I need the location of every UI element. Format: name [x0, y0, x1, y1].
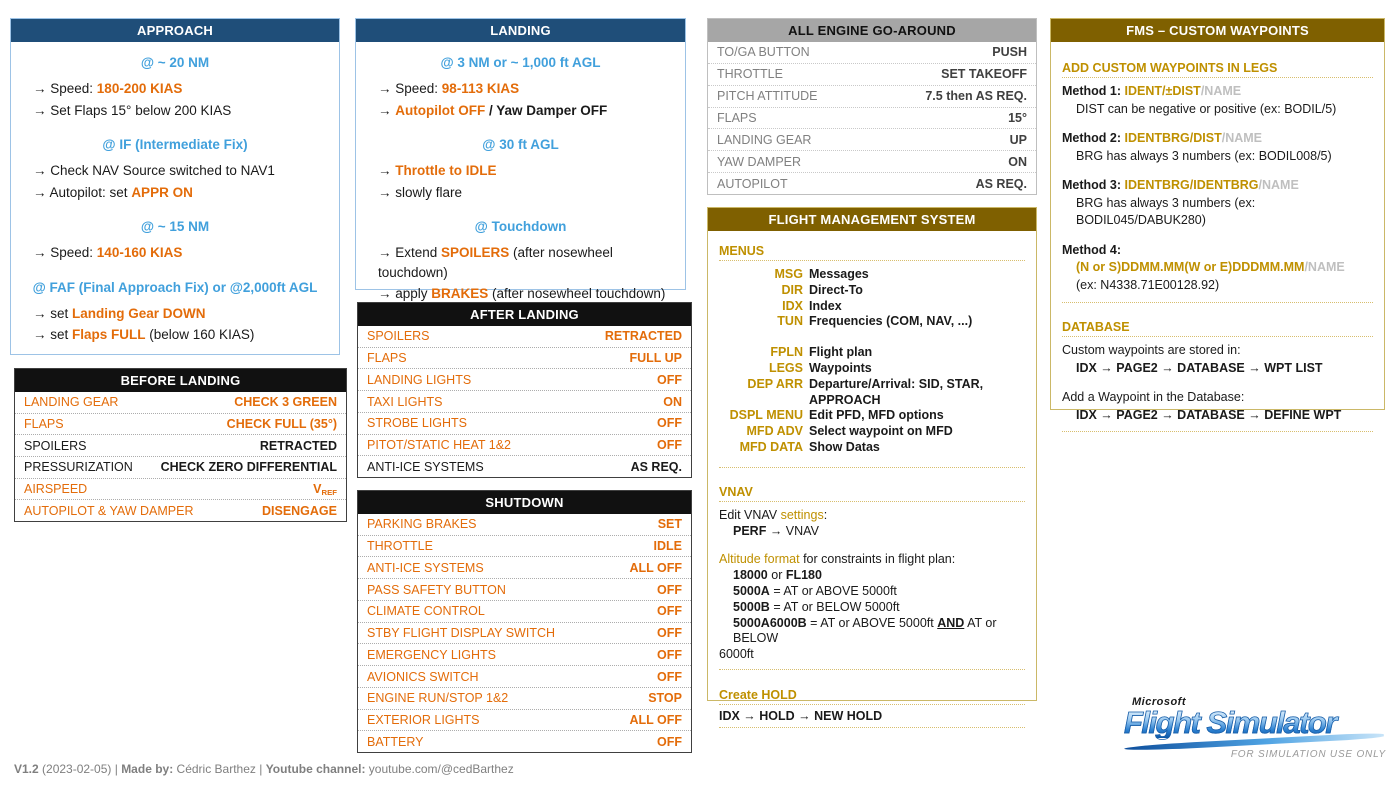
- spacer: [719, 539, 1025, 552]
- row-label: AIRSPEED: [24, 482, 88, 497]
- panel-after-landing-body: [358, 326, 691, 477]
- row-label: AUTOPILOT & YAW DAMPER: [24, 503, 194, 518]
- row-value: OFF: [657, 734, 682, 749]
- menu-row: [719, 267, 1025, 283]
- menu-key: TUN: [777, 314, 803, 329]
- row-label: TO/GA BUTTON: [717, 45, 810, 60]
- checklist-item: [33, 183, 329, 203]
- row-value: ON: [663, 394, 682, 409]
- text-segment: → Check NAV Source switched to NAV1: [33, 163, 275, 178]
- dotted-rule: [719, 704, 1025, 705]
- panel-approach-body: [11, 42, 339, 353]
- text-segment: = AT or BELOW 5000ft: [769, 599, 900, 614]
- text-segment: IDENTBRG/DIST: [1124, 131, 1222, 145]
- text-line: [719, 616, 1025, 648]
- text-segment: 5000B: [733, 599, 770, 614]
- spacer: [1062, 294, 1373, 300]
- menu-row: [719, 299, 1025, 315]
- text-segment: → Set Flaps 15° below 200 KIAS: [33, 102, 232, 118]
- table-row: [358, 514, 691, 535]
- row-label: ENGINE RUN/STOP 1&2: [367, 691, 509, 706]
- row-value: OFF: [657, 372, 682, 387]
- panel-after-landing: [357, 302, 692, 478]
- panel-fms-body: [708, 231, 1036, 723]
- text-segment: Cédric Barthez |: [173, 762, 266, 776]
- microsoft-wordmark: Microsoft: [1132, 696, 1186, 708]
- row-label: EXTERIOR LIGHTS: [367, 712, 480, 727]
- section-heading: Create HOLD: [719, 687, 797, 702]
- spacer: [1062, 307, 1373, 320]
- text-line: [1062, 83, 1373, 101]
- table-row: [708, 150, 1036, 172]
- text-segment: →: [378, 102, 396, 118]
- row-label: ANTI-ICE SYSTEMS: [367, 459, 484, 474]
- menu-key: DIR: [781, 282, 803, 297]
- text-segment: 140-160 KIAS: [96, 245, 183, 260]
- table-row: [358, 368, 691, 390]
- text-segment: BRG has always 3 numbers (ex: BODIL045/DABUK280): [1076, 195, 1256, 227]
- text-segment: /NAME: [1200, 84, 1242, 98]
- text-segment: settings: [780, 507, 824, 522]
- table-row: [358, 556, 691, 578]
- menu-key: MFD DATA: [739, 439, 803, 454]
- text-segment: IDX → HOLD → NEW HOLD: [719, 708, 883, 723]
- row-value: STOP: [648, 691, 682, 706]
- version-credits-footer: [14, 762, 514, 776]
- menu-description: Select waypoint on MFD: [809, 424, 953, 439]
- row-value: OFF: [657, 604, 682, 619]
- row-value: SET TAKEOFF: [941, 67, 1027, 82]
- text-line: [1062, 407, 1373, 425]
- section-heading: MENUS: [719, 244, 765, 258]
- text-segment: (below 160 KIAS): [145, 327, 255, 342]
- panel-approach-title: APPROACH: [11, 19, 339, 42]
- text-segment: IDX → PAGE2 → DATABASE → WPT LIST: [1076, 360, 1323, 375]
- section-subtitle: @ 30 ft AGL: [482, 137, 559, 152]
- text-segment: (after nosewheel touchdown): [378, 245, 613, 280]
- text-segment: IDENT/±DIST: [1124, 84, 1201, 98]
- table-row: [358, 390, 691, 412]
- row-value: 15°: [1008, 111, 1027, 125]
- text-segment: Add a Waypoint in the Database:: [1062, 390, 1245, 404]
- menu-row: [719, 377, 1025, 409]
- text-segment: Edit VNAV: [719, 507, 781, 522]
- checklist-item: [33, 243, 329, 263]
- text-line: [1062, 195, 1373, 230]
- text-segment: 5000A: [733, 583, 770, 598]
- spacer: [719, 456, 1025, 465]
- text-segment: / Yaw Damper OFF: [485, 102, 608, 118]
- panel-shutdown-body: [358, 514, 691, 752]
- flight-simulator-wordmark: Flight Simulator: [1124, 708, 1386, 738]
- menu-row: [719, 361, 1025, 377]
- text-segment: → set: [33, 327, 73, 342]
- text-segment: V: [313, 481, 322, 496]
- text-segment: Method 4:: [1062, 242, 1122, 257]
- spacer: [1062, 230, 1373, 242]
- text-segment: 18000: [733, 568, 768, 583]
- table-row: [358, 347, 691, 369]
- row-value: ALL OFF: [629, 560, 682, 575]
- panel-fms-custom-waypoints-body: [1051, 42, 1384, 422]
- text-segment: SPOILERS: [441, 245, 510, 260]
- text-segment: Autopilot OFF: [395, 102, 486, 118]
- text-line: [1062, 342, 1373, 360]
- row-label: TAXI LIGHTS: [367, 394, 443, 409]
- text-segment: youtube.com/@cedBarthez: [365, 762, 514, 776]
- checklist-item: [378, 161, 675, 181]
- menu-row: [719, 314, 1025, 330]
- text-segment: Custom waypoints are stored in:: [1062, 343, 1241, 357]
- row-value: OFF: [657, 647, 682, 662]
- text-segment: Flaps FULL: [72, 327, 146, 342]
- text-segment: 5000A6000B: [733, 615, 807, 630]
- table-row: [15, 434, 346, 456]
- text-segment: APPR ON: [131, 184, 193, 200]
- spacer: [719, 330, 1025, 345]
- text-segment: IDENTBRG/IDENTBRG: [1124, 178, 1259, 192]
- row-label: CLIMATE CONTROL: [367, 604, 485, 619]
- text-segment: V1.2: [14, 762, 39, 776]
- row-value: [313, 482, 337, 497]
- menu-row: [719, 424, 1025, 440]
- menu-description: Direct-To: [809, 282, 863, 297]
- row-label: THROTTLE: [367, 539, 433, 554]
- panel-landing-body: [356, 42, 685, 312]
- section-subtitle: @ ~ 20 NM: [140, 55, 210, 70]
- row-label: AVIONICS SWITCH: [367, 669, 479, 684]
- table-row: [358, 643, 691, 665]
- menu-description: Frequencies (COM, NAV, ...): [809, 314, 973, 329]
- row-label: PITCH ATTITUDE: [717, 89, 818, 104]
- section-heading: ADD CUSTOM WAYPOINTS IN LEGS: [1062, 61, 1278, 75]
- row-value: OFF: [657, 626, 682, 641]
- table-row: [708, 107, 1036, 129]
- menu-key: IDX: [782, 298, 803, 313]
- row-label: FLAPS: [24, 417, 64, 431]
- table-row: [358, 578, 691, 600]
- row-value: IDLE: [653, 539, 682, 554]
- text-line: [719, 568, 1025, 584]
- spacer: [1062, 424, 1373, 429]
- row-value: OFF: [657, 669, 682, 684]
- dotted-rule: [719, 260, 1025, 261]
- section-subtitle: @ IF (Intermediate Fix): [102, 137, 248, 152]
- table-row: [15, 499, 346, 521]
- text-segment: (ex: N4338.71E00128.92): [1076, 277, 1220, 292]
- row-label: LANDING LIGHTS: [367, 372, 472, 387]
- table-row: [358, 709, 691, 731]
- row-label: LANDING GEAR: [717, 132, 812, 147]
- row-value: ON: [1008, 154, 1027, 169]
- dotted-rule: [1062, 302, 1373, 303]
- text-segment: IDX → PAGE2 → DATABASE → DEFINE WPT: [1076, 407, 1342, 422]
- row-value: OFF: [657, 437, 682, 452]
- row-value: FULL UP: [629, 351, 682, 366]
- text-segment: → Extend: [378, 245, 442, 260]
- text-segment: → Speed:: [378, 81, 442, 96]
- text-segment: Throttle to IDLE: [395, 163, 497, 178]
- text-line: [719, 600, 1025, 616]
- menu-key: DEP ARR: [747, 376, 803, 391]
- text-segment: → apply: [378, 286, 432, 301]
- text-segment: REF: [321, 487, 337, 497]
- panel-approach: [10, 18, 340, 355]
- checklist-item: [33, 79, 329, 99]
- text-segment: /NAME: [1258, 178, 1299, 192]
- text-segment: → slowly flare: [378, 184, 463, 200]
- text-segment: = AT or ABOVE 5000ft: [806, 615, 938, 630]
- menu-row: [719, 283, 1025, 299]
- checklist-item: [378, 284, 675, 304]
- text-segment: AT or BELOW: [733, 615, 997, 646]
- msfs-logo: [1124, 696, 1386, 760]
- row-label: BATTERY: [367, 734, 424, 749]
- text-segment: = AT or ABOVE 5000ft: [769, 583, 897, 598]
- text-segment: Made by:: [121, 762, 174, 776]
- row-value: CHECK 3 GREEN: [234, 395, 337, 410]
- row-value: RETRACTED: [259, 438, 337, 453]
- table-row: [358, 665, 691, 687]
- row-label: ANTI-ICE SYSTEMS: [367, 560, 484, 575]
- section-subtitle: @ ~ 15 NM: [140, 219, 210, 234]
- table-row: [358, 535, 691, 557]
- row-value: AS REQ.: [630, 459, 682, 474]
- row-value: OFF: [657, 416, 682, 431]
- text-line: [1062, 259, 1373, 277]
- section-subtitle: @ FAF (Final Approach Fix) or @2,000ft AGL: [32, 279, 318, 295]
- dotted-rule: [719, 669, 1025, 670]
- checklist-item: [378, 79, 675, 99]
- table-row: [708, 172, 1036, 194]
- text-segment: → set: [33, 305, 73, 321]
- menu-row: [719, 345, 1025, 361]
- panel-go-around-title: ALL ENGINE GO-AROUND: [708, 19, 1036, 42]
- row-label: SPOILERS: [24, 438, 87, 453]
- text-segment: AND: [937, 615, 965, 630]
- section-subtitle: @ 3 NM or ~ 1,000 ft AGL: [440, 55, 601, 70]
- text-line: [1062, 389, 1373, 407]
- row-label: PITOT/STATIC HEAT 1&2: [367, 437, 512, 452]
- menu-description: Waypoints: [809, 360, 872, 375]
- text-segment: PERF: [733, 523, 767, 538]
- text-line: [1062, 148, 1373, 166]
- text-segment: (after nosewheel touchdown): [488, 286, 666, 301]
- text-segment: (N or S)DDMM.MM(W or E)DDDMM.MM: [1076, 260, 1305, 274]
- row-label: THROTTLE: [717, 67, 783, 82]
- panel-shutdown: [357, 490, 692, 753]
- table-row: [15, 392, 346, 413]
- menu-key: DSPL MENU: [729, 408, 803, 423]
- menu-key: MSG: [774, 267, 803, 281]
- text-segment: DIST can be negative or positive (ex: BODIL/5): [1076, 101, 1337, 116]
- panel-before-landing-body: [15, 392, 346, 521]
- dotted-rule: [1062, 336, 1373, 337]
- text-line: [719, 647, 1025, 663]
- table-row: [15, 413, 346, 435]
- table-row: [708, 42, 1036, 63]
- row-value: RETRACTED: [604, 329, 682, 344]
- checklist-item: [33, 304, 329, 324]
- menu-row: [719, 440, 1025, 456]
- row-label: FLAPS: [717, 111, 757, 125]
- table-row: [358, 326, 691, 347]
- text-segment: Method 3:: [1062, 178, 1125, 192]
- text-line: [719, 508, 1025, 524]
- section-heading: VNAV: [719, 484, 753, 499]
- row-label: FLAPS: [367, 351, 407, 366]
- text-segment: BRG has always 3 numbers (ex: BODIL008/5): [1076, 148, 1332, 163]
- table-row: [708, 85, 1036, 107]
- row-label: YAW DAMPER: [717, 154, 802, 169]
- dotted-rule: [719, 501, 1025, 502]
- row-value: CHECK ZERO DIFFERENTIAL: [160, 460, 337, 475]
- panel-go-around-body: [708, 42, 1036, 194]
- spacer: [1062, 165, 1373, 177]
- text-line: [1062, 360, 1373, 378]
- table-row: [358, 434, 691, 456]
- text-segment: Youtube channel:: [265, 762, 366, 776]
- row-value: OFF: [657, 582, 682, 597]
- menu-description: Messages: [809, 267, 869, 281]
- table-row: [358, 455, 691, 477]
- text-segment: →: [378, 163, 396, 178]
- text-segment: for constraints in flight plan:: [799, 552, 956, 567]
- checklist-item: [378, 243, 675, 282]
- table-row: [15, 478, 346, 500]
- text-line: [719, 709, 1025, 725]
- text-segment: Altitude format: [719, 552, 800, 567]
- table-row: [358, 600, 691, 622]
- row-label: PARKING BRAKES: [367, 517, 477, 532]
- row-value: AS REQ.: [975, 176, 1027, 191]
- panel-fms-custom-waypoints: [1050, 18, 1385, 422]
- panel-fms-title: FLIGHT MANAGEMENT SYSTEM: [708, 208, 1036, 231]
- spacer: [1062, 118, 1373, 130]
- text-segment: 98-113 KIAS: [441, 81, 520, 96]
- checklist-item: [378, 101, 675, 121]
- table-row: [358, 412, 691, 434]
- text-segment: → Autopilot: set: [33, 184, 132, 200]
- panel-before-landing-title: BEFORE LANDING: [15, 369, 346, 392]
- logo-tagline: FOR SIMULATION USE ONLY: [1230, 749, 1386, 760]
- row-value: 7.5 then AS REQ.: [925, 89, 1027, 104]
- text-line: [719, 524, 1025, 540]
- spacer: [719, 472, 1025, 485]
- table-row: [708, 63, 1036, 85]
- table-row: [358, 687, 691, 709]
- panel-fms: [707, 207, 1037, 723]
- text-segment: → Speed:: [33, 245, 97, 260]
- text-segment: :: [823, 507, 828, 522]
- text-segment: Landing Gear DOWN: [72, 305, 206, 321]
- panel-landing-title: LANDING: [356, 19, 685, 42]
- row-value: UP: [1009, 132, 1027, 147]
- row-value: PUSH: [992, 45, 1027, 60]
- dotted-rule: [719, 727, 1025, 728]
- text-segment: Method 1:: [1062, 84, 1125, 98]
- section-subtitle: @ Touchdown: [474, 219, 567, 234]
- menu-row: [719, 408, 1025, 424]
- spacer: [1062, 377, 1373, 389]
- table-row: [15, 456, 346, 478]
- row-label: LANDING GEAR: [24, 395, 119, 410]
- panel-landing: [355, 18, 686, 301]
- checklist-item: [33, 101, 329, 121]
- panel-after-landing-title: AFTER LANDING: [358, 303, 691, 326]
- text-segment: 6000ft: [719, 647, 754, 662]
- row-value: ALL OFF: [629, 712, 682, 727]
- text-line: [1062, 177, 1373, 195]
- text-segment: 180-200 KIAS: [96, 81, 183, 96]
- menu-description: Show Datas: [809, 439, 880, 454]
- row-label: AUTOPILOT: [717, 176, 788, 191]
- text-segment: /NAME: [1221, 131, 1263, 145]
- row-label: PRESSURIZATION: [24, 460, 133, 475]
- text-line: [1062, 277, 1373, 295]
- row-label: PASS SAFETY BUTTON: [367, 582, 506, 597]
- panel-shutdown-title: SHUTDOWN: [358, 491, 691, 514]
- text-segment: FL180: [785, 568, 822, 583]
- text-segment: BRAKES: [431, 286, 489, 301]
- dotted-rule: [719, 467, 1025, 468]
- row-label: STROBE LIGHTS: [367, 416, 468, 431]
- text-segment: (2023-02-05) |: [38, 762, 122, 776]
- row-label: EMERGENCY LIGHTS: [367, 647, 496, 662]
- text-line: [1062, 101, 1373, 119]
- section-heading: DATABASE: [1062, 320, 1130, 334]
- menu-key: LEGS: [768, 360, 803, 375]
- menu-description: Index: [809, 298, 842, 313]
- row-value: SET: [657, 517, 682, 532]
- panel-fms-custom-waypoints-title: FMS – CUSTOM WAYPOINTS: [1051, 19, 1384, 42]
- dotted-rule: [1062, 77, 1373, 78]
- menu-key: FPLN: [770, 345, 803, 360]
- checklist-item: [378, 183, 675, 203]
- table-row: [358, 622, 691, 644]
- panel-go-around: [707, 18, 1037, 195]
- menu-description: Edit PFD, MFD options: [809, 408, 944, 423]
- text-line: [1062, 242, 1373, 260]
- checklist-item: [33, 161, 329, 181]
- row-label: STBY FLIGHT DISPLAY SWITCH: [367, 626, 556, 641]
- menu-key: MFD ADV: [746, 424, 803, 439]
- menu-description: Departure/Arrival: SID, STAR, APPROACH: [809, 376, 984, 407]
- spacer: [719, 674, 1025, 688]
- menu-description: Flight plan: [809, 345, 873, 360]
- text-segment: → Speed:: [33, 81, 97, 96]
- text-line: [719, 584, 1025, 600]
- text-segment: /NAME: [1304, 260, 1345, 274]
- table-row: [708, 128, 1036, 150]
- panel-before-landing: [14, 368, 347, 522]
- text-line: [719, 552, 1025, 568]
- text-segment: or: [767, 568, 786, 583]
- text-line: [1062, 130, 1373, 148]
- row-value: DISENGAGE: [261, 503, 337, 518]
- text-segment: Method 2:: [1062, 131, 1125, 145]
- dotted-rule: [1062, 431, 1373, 432]
- row-value: CHECK FULL (35°): [226, 417, 337, 431]
- spacer: [719, 663, 1025, 667]
- row-label: SPOILERS: [367, 329, 430, 344]
- table-row: [358, 730, 691, 752]
- text-segment: → VNAV: [766, 523, 819, 538]
- checklist-item: [33, 325, 329, 345]
